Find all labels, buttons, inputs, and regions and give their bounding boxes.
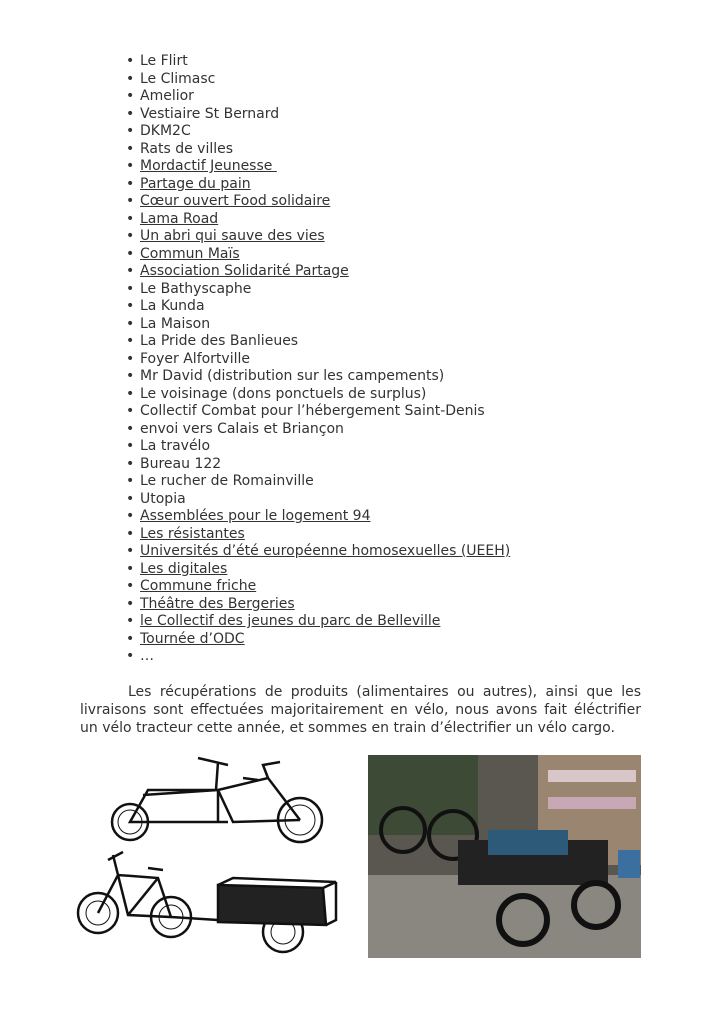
list-item-label: Le rucher de Romainville bbox=[140, 473, 314, 489]
bullet: • bbox=[126, 525, 135, 542]
bullet: • bbox=[126, 193, 135, 209]
list-item bbox=[126, 596, 510, 614]
list-item-label: Amelior bbox=[140, 88, 194, 104]
bike-with-trailer bbox=[78, 852, 336, 952]
list-item-label: … bbox=[140, 648, 154, 664]
list-item bbox=[126, 403, 510, 421]
list-item-link[interactable]: Commun Maïs bbox=[140, 245, 240, 262]
list-item bbox=[126, 141, 510, 159]
bullet: • bbox=[126, 438, 135, 454]
list-item-link[interactable]: Théâtre des Bergeries bbox=[140, 595, 295, 612]
list-item bbox=[126, 613, 510, 631]
list-item-label: La travélo bbox=[140, 438, 211, 454]
bullet: • bbox=[126, 123, 135, 139]
list-item bbox=[126, 193, 510, 211]
list-item-label: La Kunda bbox=[140, 298, 205, 314]
list-item bbox=[126, 561, 510, 579]
list-item-label: Le Climasc bbox=[140, 70, 216, 87]
list-item-label: Vestiaire St Bernard bbox=[140, 105, 280, 122]
bullet: • bbox=[126, 560, 135, 577]
bullet: • bbox=[126, 385, 135, 402]
list-item-label: envoi vers Calais et Briançon bbox=[140, 420, 344, 437]
list-item bbox=[126, 158, 510, 176]
bullet: • bbox=[126, 578, 135, 594]
list-item-link[interactable]: Les résistantes bbox=[140, 525, 245, 542]
bullet: • bbox=[126, 490, 135, 507]
bullet: • bbox=[126, 70, 135, 87]
list-item bbox=[126, 298, 510, 316]
bullet: • bbox=[126, 630, 135, 647]
bullet: • bbox=[126, 53, 135, 69]
bullet: • bbox=[126, 648, 135, 664]
bullet: • bbox=[126, 228, 135, 244]
list-item-link[interactable]: le Collectif des jeunes du parc de Belleville bbox=[140, 613, 441, 629]
list-item-label: Foyer Alfortville bbox=[140, 350, 250, 367]
list-item-link[interactable]: Tournée d’ODC bbox=[140, 630, 245, 647]
list-item bbox=[126, 631, 510, 649]
list-item-link[interactable]: Les digitales bbox=[140, 560, 228, 577]
list-item-link[interactable]: Commune friche bbox=[140, 578, 257, 594]
bullet: • bbox=[126, 245, 135, 262]
list-item-label: Utopia bbox=[140, 490, 186, 507]
list-item-label: Le voisinage (dons ponctuels de surplus) bbox=[140, 385, 427, 402]
list-item bbox=[126, 386, 510, 404]
bullet: • bbox=[126, 263, 135, 279]
list-item bbox=[126, 648, 510, 666]
list-item bbox=[126, 333, 510, 351]
list-item-link[interactable]: Association Solidarité Partage bbox=[140, 263, 349, 279]
bullet: • bbox=[126, 455, 135, 472]
bullet: • bbox=[126, 298, 135, 314]
list-item-link[interactable]: Lama Road bbox=[140, 210, 219, 227]
list-item-label: Mr David (distribution sur les campements) bbox=[140, 368, 445, 384]
bullet: • bbox=[126, 140, 135, 157]
bullet: • bbox=[126, 158, 135, 174]
bullet: • bbox=[126, 210, 135, 227]
bullet: • bbox=[126, 403, 135, 419]
bullet: • bbox=[126, 175, 135, 192]
bullet: • bbox=[126, 368, 135, 384]
list-item bbox=[126, 316, 510, 334]
bullet: • bbox=[126, 88, 135, 104]
list-item bbox=[126, 351, 510, 369]
list-item bbox=[126, 53, 510, 71]
list-item-link[interactable]: Partage du pain bbox=[140, 175, 251, 192]
bullet: • bbox=[126, 473, 135, 489]
list-item-label: Rats de villes bbox=[140, 140, 234, 157]
list-item bbox=[126, 578, 510, 596]
list-item bbox=[126, 88, 510, 106]
list-item-label: Le Bathyscaphe bbox=[140, 280, 252, 297]
list-item bbox=[126, 71, 510, 89]
partner-list bbox=[126, 53, 510, 666]
list-item bbox=[126, 123, 510, 141]
bullet: • bbox=[126, 280, 135, 297]
list-item bbox=[126, 456, 510, 474]
cargo-bike-top bbox=[112, 758, 322, 842]
list-item-link[interactable]: Mordactif Jeunesse bbox=[140, 158, 277, 174]
list-item bbox=[126, 473, 510, 491]
cargo-bike-photo bbox=[368, 755, 641, 958]
bullet: • bbox=[126, 595, 135, 612]
bullet: • bbox=[126, 350, 135, 367]
list-item-label: La Pride des Banlieues bbox=[140, 333, 299, 349]
list-item bbox=[126, 211, 510, 229]
list-item bbox=[126, 281, 510, 299]
bullet: • bbox=[126, 543, 135, 559]
bullet: • bbox=[126, 333, 135, 349]
bullet: • bbox=[126, 315, 135, 332]
list-item bbox=[126, 421, 510, 439]
list-item bbox=[126, 263, 510, 281]
list-item-label: DKM2C bbox=[140, 123, 191, 139]
cargo-bike-sketch bbox=[68, 750, 343, 965]
list-item bbox=[126, 491, 510, 509]
list-item-label: Bureau 122 bbox=[140, 455, 222, 472]
list-item bbox=[126, 543, 510, 561]
list-item bbox=[126, 106, 510, 124]
list-item bbox=[126, 368, 510, 386]
bullet: • bbox=[126, 613, 135, 629]
bullet: • bbox=[126, 420, 135, 437]
list-item-link[interactable]: Un abri qui sauve des vies bbox=[140, 228, 325, 244]
list-item-label: La Maison bbox=[140, 315, 211, 332]
list-item-link[interactable]: Universités d’été européenne homosexuelles (UEEH) bbox=[140, 543, 511, 559]
bullet: • bbox=[126, 105, 135, 122]
list-item-link[interactable]: Cœur ouvert Food solidaire bbox=[140, 193, 331, 209]
list-item bbox=[126, 246, 510, 264]
list-item-label: Collectif Combat pour l’hébergement Saint-Denis bbox=[140, 403, 485, 419]
list-item bbox=[126, 228, 510, 246]
bullet: • bbox=[126, 508, 135, 524]
list-item bbox=[126, 508, 510, 526]
body-paragraph: Les récupérations de produits (alimentaires ou autres), ainsi que les livraisons sont effectuées majoritairement en vélo, nous avons fait éléctrifier un vélo tracteur cette année, et sommes en train d’électrifier un vélo cargo. bbox=[80, 684, 641, 736]
list-item bbox=[126, 526, 510, 544]
list-item bbox=[126, 176, 510, 194]
list-item-label: Le Flirt bbox=[140, 53, 188, 69]
list-item bbox=[126, 438, 510, 456]
list-item-link[interactable]: Assemblées pour le logement 94 bbox=[140, 508, 371, 524]
